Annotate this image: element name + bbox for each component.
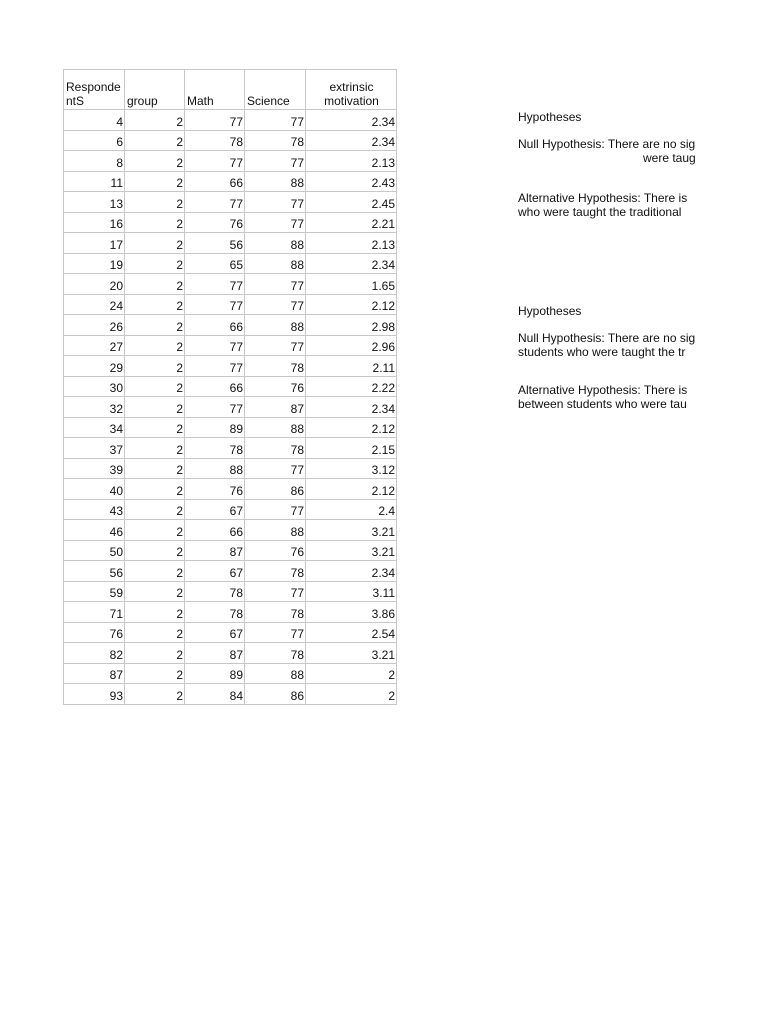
cell-group[interactable]: 2 <box>125 663 185 684</box>
cell-respondent[interactable]: 59 <box>64 581 125 602</box>
cell-group[interactable]: 2 <box>125 520 185 541</box>
cell-group[interactable]: 2 <box>125 561 185 582</box>
cell-respondent[interactable]: 8 <box>64 151 125 172</box>
cell-respondent[interactable]: 24 <box>64 294 125 315</box>
cell-science[interactable]: 77 <box>245 458 306 479</box>
cell-science[interactable]: 77 <box>245 622 306 643</box>
cell-math[interactable]: 66 <box>185 315 245 336</box>
cell-extrinsic-motivation[interactable]: 2.13 <box>306 151 397 172</box>
cell-extrinsic-motivation[interactable]: 3.21 <box>306 540 397 561</box>
table-row <box>64 561 397 582</box>
cell-group[interactable]: 2 <box>125 479 185 500</box>
cell-respondent[interactable]: 4 <box>64 110 125 131</box>
cell-extrinsic-motivation[interactable]: 3.21 <box>306 520 397 541</box>
table-row <box>64 684 397 705</box>
cell-extrinsic-motivation[interactable]: 2.12 <box>306 294 397 315</box>
cell-respondent[interactable]: 87 <box>64 663 125 684</box>
cell-respondent[interactable]: 27 <box>64 335 125 356</box>
hypotheses-heading[interactable]: Hypotheses <box>518 110 582 124</box>
cell-group[interactable]: 2 <box>125 417 185 438</box>
cell-math[interactable]: 66 <box>185 376 245 397</box>
cell-extrinsic-motivation[interactable]: 2.43 <box>306 171 397 192</box>
table-row <box>64 130 397 151</box>
cell-respondent[interactable]: 56 <box>64 561 125 582</box>
cell-extrinsic-motivation[interactable]: 3.11 <box>306 581 397 602</box>
cell-math[interactable]: 77 <box>185 356 245 377</box>
table-row <box>64 274 397 295</box>
header-science[interactable]: Science <box>245 70 306 110</box>
cell-extrinsic-motivation[interactable]: 3.86 <box>306 602 397 623</box>
cell-math[interactable]: 77 <box>185 335 245 356</box>
cell-math[interactable]: 77 <box>185 397 245 418</box>
cell-respondent[interactable]: 71 <box>64 602 125 623</box>
hypotheses-block-2 <box>518 304 695 411</box>
table-row <box>64 294 397 315</box>
cell-extrinsic-motivation[interactable]: 2.11 <box>306 356 397 377</box>
cell-extrinsic-motivation[interactable]: 2.34 <box>306 561 397 582</box>
data-table <box>63 69 397 705</box>
cell-math[interactable]: 84 <box>185 684 245 705</box>
cell-extrinsic-motivation[interactable]: 2.15 <box>306 438 397 459</box>
cell-math[interactable]: 56 <box>185 233 245 254</box>
cell-group[interactable]: 2 <box>125 356 185 377</box>
table-row <box>64 212 397 233</box>
cell-extrinsic-motivation[interactable]: 2.34 <box>306 397 397 418</box>
table-row <box>64 397 397 418</box>
cell-math[interactable]: 67 <box>185 499 245 520</box>
cell-math[interactable]: 78 <box>185 130 245 151</box>
cell-group[interactable]: 2 <box>125 499 185 520</box>
table-row <box>64 438 397 459</box>
cell-science[interactable]: 78 <box>245 643 306 664</box>
cell-extrinsic-motivation[interactable]: 2.13 <box>306 233 397 254</box>
header-respondents[interactable]: Responde ntS <box>64 70 125 110</box>
cell-respondent[interactable]: 30 <box>64 376 125 397</box>
cell-science[interactable]: 88 <box>245 315 306 336</box>
cell-science[interactable]: 88 <box>245 171 306 192</box>
cell-math[interactable]: 89 <box>185 663 245 684</box>
cell-extrinsic-motivation[interactable]: 2 <box>306 663 397 684</box>
cell-math[interactable]: 67 <box>185 561 245 582</box>
cell-group[interactable]: 2 <box>125 274 185 295</box>
cell-respondent[interactable]: 50 <box>64 540 125 561</box>
cell-science[interactable]: 86 <box>245 479 306 500</box>
cell-group[interactable]: 2 <box>125 376 185 397</box>
cell-group[interactable]: 2 <box>125 540 185 561</box>
cell-science[interactable]: 76 <box>245 540 306 561</box>
cell-math[interactable]: 66 <box>185 171 245 192</box>
cell-science[interactable]: 78 <box>245 438 306 459</box>
header-row <box>64 70 397 110</box>
cell-science[interactable]: 77 <box>245 335 306 356</box>
cell-math[interactable]: 89 <box>185 417 245 438</box>
cell-math[interactable]: 78 <box>185 438 245 459</box>
cell-extrinsic-motivation[interactable]: 3.12 <box>306 458 397 479</box>
cell-extrinsic-motivation[interactable]: 2.12 <box>306 417 397 438</box>
table-row <box>64 581 397 602</box>
cell-math[interactable]: 88 <box>185 458 245 479</box>
cell-extrinsic-motivation[interactable]: 2.34 <box>306 253 397 274</box>
cell-science[interactable]: 78 <box>245 130 306 151</box>
cell-math[interactable]: 67 <box>185 622 245 643</box>
cell-group[interactable]: 2 <box>125 171 185 192</box>
table-row <box>64 602 397 623</box>
cell-group[interactable]: 2 <box>125 581 185 602</box>
cell-group[interactable]: 2 <box>125 397 185 418</box>
alternative-hypothesis-line[interactable]: Alternative Hypothesis: There is <box>518 191 688 205</box>
cell-respondent[interactable]: 17 <box>64 233 125 254</box>
cell-group[interactable]: 2 <box>125 335 185 356</box>
cell-science[interactable]: 88 <box>245 233 306 254</box>
cell-group[interactable]: 2 <box>125 294 185 315</box>
header-group[interactable]: group <box>125 70 185 110</box>
table-row <box>64 417 397 438</box>
cell-respondent[interactable]: 26 <box>64 315 125 336</box>
cell-group[interactable]: 2 <box>125 151 185 172</box>
table-row <box>64 458 397 479</box>
cell-extrinsic-motivation[interactable]: 2.21 <box>306 212 397 233</box>
cell-respondent[interactable]: 40 <box>64 479 125 500</box>
cell-respondent[interactable]: 76 <box>64 622 125 643</box>
cell-science[interactable]: 77 <box>245 581 306 602</box>
cell-science[interactable]: 88 <box>245 520 306 541</box>
table-body <box>64 110 397 705</box>
cell-science[interactable]: 86 <box>245 684 306 705</box>
cell-math[interactable]: 78 <box>185 602 245 623</box>
cell-respondent[interactable]: 32 <box>64 397 125 418</box>
cell-group[interactable]: 2 <box>125 643 185 664</box>
cell-group[interactable]: 2 <box>125 315 185 336</box>
cell-respondent[interactable]: 34 <box>64 417 125 438</box>
cell-math[interactable]: 77 <box>185 294 245 315</box>
cell-science[interactable]: 77 <box>245 499 306 520</box>
table-row <box>64 479 397 500</box>
table-row <box>64 171 397 192</box>
null-hypothesis-line[interactable]: were taug <box>643 151 696 165</box>
cell-science[interactable]: 78 <box>245 561 306 582</box>
null-hypothesis-line[interactable]: Null Hypothesis: There are no sig <box>518 331 696 345</box>
cell-science[interactable]: 88 <box>245 253 306 274</box>
cell-respondent[interactable]: 29 <box>64 356 125 377</box>
cell-respondent[interactable]: 19 <box>64 253 125 274</box>
table-row <box>64 622 397 643</box>
cell-math[interactable]: 77 <box>185 151 245 172</box>
cell-group[interactable]: 2 <box>125 130 185 151</box>
table-row <box>64 315 397 336</box>
cell-math[interactable]: 76 <box>185 212 245 233</box>
cell-math[interactable]: 87 <box>185 540 245 561</box>
table-row <box>64 110 397 131</box>
cell-science[interactable]: 76 <box>245 376 306 397</box>
cell-math[interactable]: 77 <box>185 110 245 131</box>
cell-respondent[interactable]: 82 <box>64 643 125 664</box>
table-row <box>64 376 397 397</box>
cell-extrinsic-motivation[interactable]: 3.21 <box>306 643 397 664</box>
cell-math[interactable]: 66 <box>185 520 245 541</box>
cell-science[interactable]: 77 <box>245 110 306 131</box>
cell-respondent[interactable]: 46 <box>64 520 125 541</box>
table-row <box>64 151 397 172</box>
table-row <box>64 356 397 377</box>
table-row <box>64 663 397 684</box>
cell-respondent[interactable]: 11 <box>64 171 125 192</box>
cell-group[interactable]: 2 <box>125 253 185 274</box>
table-row <box>64 643 397 664</box>
cell-science[interactable]: 77 <box>245 294 306 315</box>
cell-group[interactable]: 2 <box>125 438 185 459</box>
null-hypothesis-line[interactable]: students who were taught the tr <box>518 345 686 359</box>
cell-math[interactable]: 76 <box>185 479 245 500</box>
cell-respondent[interactable]: 16 <box>64 212 125 233</box>
cell-science[interactable]: 77 <box>245 212 306 233</box>
cell-science[interactable]: 87 <box>245 397 306 418</box>
cell-extrinsic-motivation[interactable]: 2.4 <box>306 499 397 520</box>
null-hypothesis-line[interactable]: Null Hypothesis: There are no sig <box>518 137 696 151</box>
cell-extrinsic-motivation[interactable]: 2.34 <box>306 130 397 151</box>
table-row <box>64 540 397 561</box>
cell-group[interactable]: 2 <box>125 458 185 479</box>
cell-respondent[interactable]: 6 <box>64 130 125 151</box>
hypotheses-heading[interactable]: Hypotheses <box>518 304 582 318</box>
header-extrinsic-motivation[interactable]: extrinsic motivation <box>306 70 397 110</box>
table-row <box>64 335 397 356</box>
cell-group[interactable]: 2 <box>125 192 185 213</box>
cell-group[interactable]: 2 <box>125 602 185 623</box>
cell-science[interactable]: 77 <box>245 274 306 295</box>
alternative-hypothesis-line[interactable]: Alternative Hypothesis: There is <box>518 383 688 397</box>
cell-science[interactable]: 77 <box>245 151 306 172</box>
cell-respondent[interactable]: 39 <box>64 458 125 479</box>
alternative-hypothesis-line[interactable]: between students who were tau <box>518 397 687 411</box>
cell-group[interactable]: 2 <box>125 212 185 233</box>
table-row <box>64 233 397 254</box>
cell-extrinsic-motivation[interactable]: 2.22 <box>306 376 397 397</box>
cell-group[interactable]: 2 <box>125 622 185 643</box>
cell-math[interactable]: 77 <box>185 192 245 213</box>
cell-extrinsic-motivation[interactable]: 2.12 <box>306 479 397 500</box>
cell-science[interactable]: 78 <box>245 356 306 377</box>
hypotheses-notes <box>518 110 699 440</box>
table-row <box>64 192 397 213</box>
cell-math[interactable]: 77 <box>185 274 245 295</box>
cell-respondent[interactable]: 13 <box>64 192 125 213</box>
cell-science[interactable]: 88 <box>245 417 306 438</box>
cell-group[interactable]: 2 <box>125 684 185 705</box>
hypotheses-block-1 <box>518 110 696 219</box>
cell-math[interactable]: 78 <box>185 581 245 602</box>
table-row <box>64 499 397 520</box>
cell-science[interactable]: 77 <box>245 192 306 213</box>
cell-math[interactable]: 87 <box>185 643 245 664</box>
header-math[interactable]: Math <box>185 70 245 110</box>
cell-extrinsic-motivation[interactable]: 2.96 <box>306 335 397 356</box>
alternative-hypothesis-line[interactable]: who were taught the traditional <box>518 205 682 219</box>
cell-respondent[interactable]: 37 <box>64 438 125 459</box>
cell-extrinsic-motivation[interactable]: 2.98 <box>306 315 397 336</box>
cell-respondent[interactable]: 20 <box>64 274 125 295</box>
cell-extrinsic-motivation[interactable]: 2.54 <box>306 622 397 643</box>
cell-science[interactable]: 88 <box>245 663 306 684</box>
table-row <box>64 253 397 274</box>
table-row <box>64 520 397 541</box>
cell-group[interactable]: 2 <box>125 233 185 254</box>
cell-extrinsic-motivation[interactable]: 2.34 <box>306 110 397 131</box>
cell-extrinsic-motivation[interactable]: 1.65 <box>306 274 397 295</box>
cell-science[interactable]: 78 <box>245 602 306 623</box>
cell-respondent[interactable]: 43 <box>64 499 125 520</box>
cell-respondent[interactable]: 93 <box>64 684 125 705</box>
cell-extrinsic-motivation[interactable]: 2.45 <box>306 192 397 213</box>
cell-math[interactable]: 65 <box>185 253 245 274</box>
cell-group[interactable]: 2 <box>125 110 185 131</box>
cell-extrinsic-motivation[interactable]: 2 <box>306 684 397 705</box>
